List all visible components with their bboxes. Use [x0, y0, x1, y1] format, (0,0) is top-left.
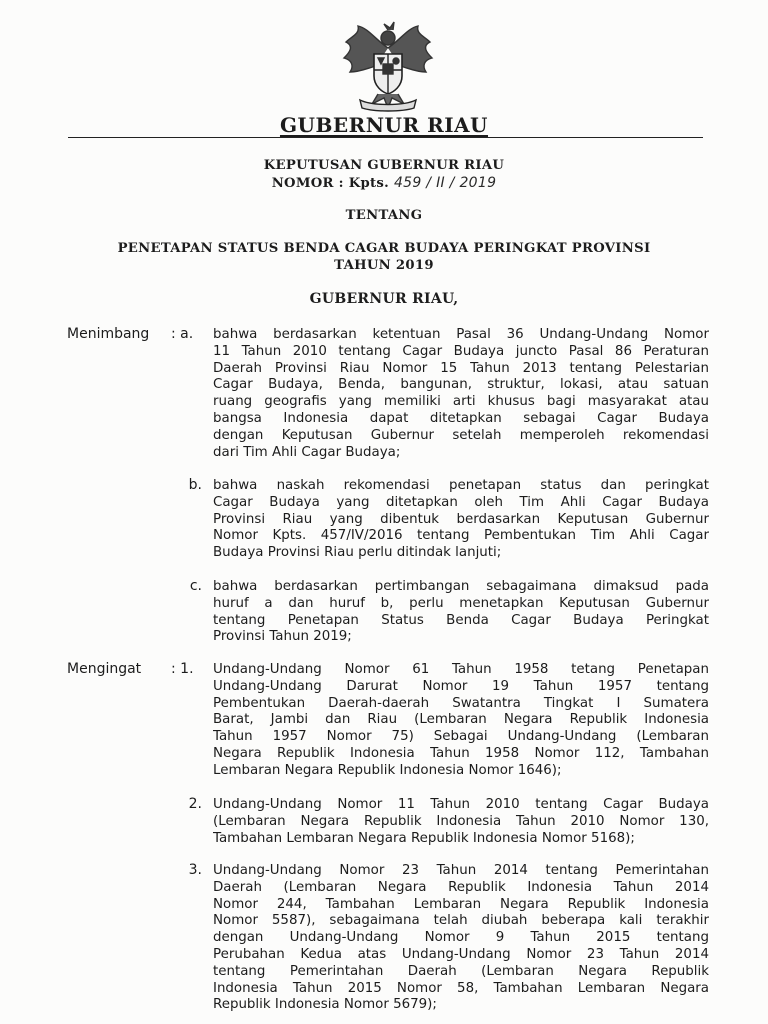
text-line: Negara Republik Indonesia Tahun 1958 Nomor 112, Tambahan	[213, 745, 709, 761]
text-line: Undang-Undang Nomor 61 Tahun 1958 tetang Penetapan	[213, 662, 709, 677]
mengingat-item-3	[213, 863, 709, 1014]
mengingat-item-1	[213, 662, 709, 780]
text-line: Perubahan Kedua atas Undang-Undang Nomor 23 Tahun 2014	[213, 946, 709, 962]
menimbang-item-c-marker: c.	[189, 578, 202, 594]
decree-number	[0, 175, 768, 191]
mengingat-item-2-marker: 2.	[188, 796, 202, 812]
text-line: tentang Penetapan Status Benda Cagar Budaya Peringkat	[213, 612, 709, 628]
text-line: Daerah (Lembaran Negara Republik Indonesia Tahun 2014	[213, 879, 709, 895]
decree-title: KEPUTUSAN GUBERNUR RIAU	[263, 158, 505, 173]
text-line: bahwa berdasarkan ketentuan Pasal 36 Undang-Undang Nomor	[213, 327, 709, 342]
text-line: Tahun 1957 Nomor 75) Sebagai Undang-Undang (Lembaran	[213, 729, 709, 745]
text-line: Provinsi Tahun 2019;	[213, 629, 352, 645]
tentang-heading: TENTANG	[345, 208, 423, 223]
header-divider	[68, 137, 703, 138]
decree-number-prefix: NOMOR : Kpts.	[271, 176, 390, 191]
menimbang-item-b-marker: b.	[188, 477, 202, 493]
text-line: Tambahan Lembaran Negara Republik Indonesia Nomor 5168);	[213, 830, 635, 846]
mengingat-item-1-marker: : 1.	[171, 661, 194, 677]
text-line: Undang-Undang Nomor 23 Tahun 2014 tentang Pemerintahan	[213, 863, 709, 878]
subject-line-2: TAHUN 2019	[334, 258, 434, 273]
issuer-heading: GUBERNUR RIAU,	[309, 291, 459, 307]
text-line: dari Tim Ahli Cagar Budaya;	[213, 444, 401, 460]
text-line: Nomor 5587), sebagaimana telah diubah beberapa kali terakhir	[213, 913, 709, 929]
text-line: Barat, Jambi dan Riau (Lembaran Negara Republik Indonesia	[213, 712, 709, 728]
text-line: 11 Tahun 2010 tentang Cagar Budaya juncto Pasal 86 Peraturan	[213, 343, 709, 359]
governor-header-title: GUBERNUR RIAU	[279, 113, 489, 137]
text-line: Nomor 244, Tambahan Lembaran Negara Republik Indonesia	[213, 896, 709, 912]
menimbang-item-a	[213, 327, 709, 461]
text-line: Cagar Budaya yang ditetapkan oleh Tim Ahli Cagar Budaya	[213, 494, 709, 510]
text-line: Pembentukan Daerah-daerah Swatantra Tingkat I Sumatera	[213, 695, 709, 711]
text-line: tentang Pemerintahan Daerah (Lembaran Negara Republik	[213, 963, 709, 979]
text-line: Cagar Budaya, Benda, bangunan, struktur, lokasi, atau satuan	[213, 377, 709, 393]
subject-line-1: PENETAPAN STATUS BENDA CAGAR BUDAYA PERINGKAT PROVINSI	[117, 241, 651, 256]
text-line: dengan Keputusan Gubernur setelah memperoleh rekomendasi	[213, 427, 709, 443]
text-line: huruf a dan huruf b, perlu menetapkan Keputusan Gubernur	[213, 595, 709, 611]
text-line: bahwa naskah rekomendasi penetapan status dan peringkat	[213, 478, 709, 493]
text-line: dengan Undang-Undang Nomor 9 Tahun 2015 tentang	[213, 930, 709, 946]
menimbang-label: Menimbang	[67, 326, 150, 342]
text-line: Nomor Kpts. 457/IV/2016 tentang Pembentukan Tim Ahli Cagar	[213, 528, 709, 544]
text-line: Provinsi Riau yang dibentuk berdasarkan Keputusan Gubernur	[213, 511, 709, 527]
text-line: ruang geografis yang memiliki arti khusus bagi masyarakat atau	[213, 394, 709, 410]
text-line: Undang-Undang Nomor 11 Tahun 2010 tentang Cagar Budaya	[213, 797, 709, 812]
decree-number-handwritten: 459 / II / 2019	[393, 175, 497, 191]
text-line: Daerah Provinsi Riau Nomor 15 Tahun 2013 tentang Pelestarian	[213, 360, 709, 376]
mengingat-item-2	[213, 797, 709, 847]
text-line: Indonesia Tahun 2015 Nomor 58, Tambahan Lembaran Negara	[213, 980, 709, 996]
mengingat-label: Mengingat	[67, 661, 142, 677]
text-line: bahwa berdasarkan pertimbangan sebagaimana dimaksud pada	[213, 579, 709, 594]
text-line: Republik Indonesia Nomor 5679);	[213, 997, 437, 1013]
text-line: Undang-Undang Darurat Nomor 19 Tahun 1957 tentang	[213, 678, 709, 694]
text-line: Budaya Provinsi Riau perlu ditindak lanjuti;	[213, 545, 502, 561]
menimbang-item-b	[213, 478, 709, 562]
text-line: Lembaran Negara Republik Indonesia Nomor 1646);	[213, 762, 562, 778]
garuda-emblem-icon	[338, 20, 438, 112]
menimbang-item-a-marker: : a.	[171, 326, 194, 342]
text-line: (Lembaran Negara Republik Indonesia Tahun 2010 Nomor 130,	[213, 813, 709, 829]
menimbang-item-c	[213, 579, 709, 646]
text-line: bangsa Indonesia dapat ditetapkan sebagai Cagar Budaya	[213, 410, 709, 426]
mengingat-item-3-marker: 3.	[188, 862, 202, 878]
